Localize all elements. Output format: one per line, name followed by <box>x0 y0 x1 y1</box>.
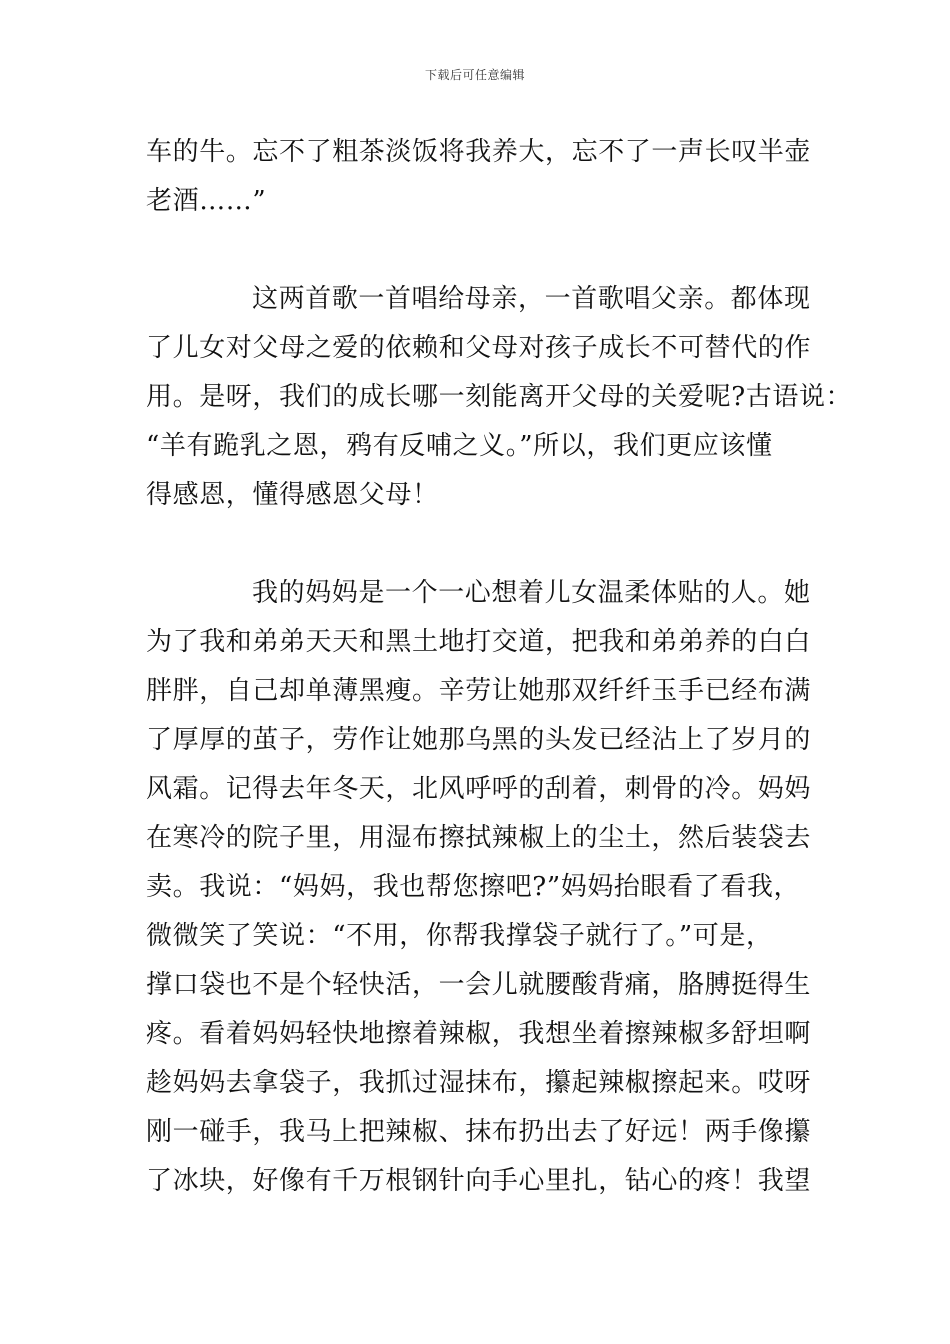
text-line: 疼。看着妈妈轻快地擦着辣椒，我想坐着擦辣椒多舒坦啊 <box>146 1019 812 1049</box>
text-line: 我的妈妈是一个一心想着儿女温柔体贴的人。她 <box>252 578 811 608</box>
text-line: 了儿女对父母之爱的依赖和父母对孩子成长不可替代的作 <box>146 333 812 363</box>
text-line: “羊有跪乳之恩，鸦有反哺之义。”所以，我们更应该懂 <box>146 431 773 461</box>
paragraph-1 <box>146 128 816 226</box>
text-line: 微微笑了笑说：“不用，你帮我撑袋子就行了。”可是， <box>146 921 773 951</box>
paragraph-2 <box>146 275 853 520</box>
text-line: 刚一碰手，我马上把辣椒、抹布扔出去了好远！两手像攥 <box>146 1117 812 1147</box>
text-line: 在寒冷的院子里，用湿布擦拭辣椒上的尘土，然后装袋去 <box>146 823 812 853</box>
text-line: 用。是呀，我们的成长哪一刻能离开父母的关爱呢?古语说： <box>146 382 853 412</box>
paragraph-spacer <box>146 520 816 569</box>
text-line: 趁妈妈去拿袋子，我抓过湿抹布，攥起辣椒擦起来。哎呀 <box>146 1068 812 1098</box>
paragraph-spacer <box>146 226 816 275</box>
text-line: 车的牛。忘不了粗茶淡饭将我养大，忘不了一声长叹半壶 <box>146 137 812 167</box>
page-header: 下载后可任意编辑 <box>424 68 525 82</box>
text-line: 得感恩，懂得感恩父母！ <box>146 480 439 510</box>
text-line: 卖。我说：“妈妈，我也帮您擦吧?”妈妈抬眼看了看我， <box>146 872 801 902</box>
text-line: 风霜。记得去年冬天，北风呼呼的刮着，刺骨的冷。妈妈 <box>146 774 812 804</box>
text-line: 胖胖，自己却单薄黑瘦。辛劳让她那双纤纤玉手已经布满 <box>146 676 812 706</box>
text-line: 撑口袋也不是个轻快活，一会儿就腰酸背痛，胳膊挺得生 <box>146 970 812 1000</box>
document-body <box>146 128 853 1206</box>
text-line: 了冰块，好像有千万根钢针向手心里扎，钻心的疼！我望 <box>146 1166 812 1196</box>
text-line: 这两首歌一首唱给母亲，一首歌唱父亲。都体现 <box>252 284 811 314</box>
text-line: 老酒……” <box>146 186 267 216</box>
text-line: 为了我和弟弟天天和黑土地打交道，把我和弟弟养的白白 <box>146 627 812 657</box>
text-line: 了厚厚的茧子，劳作让她那乌黑的头发已经沾上了岁月的 <box>146 725 812 755</box>
paragraph-3 <box>146 569 816 1206</box>
